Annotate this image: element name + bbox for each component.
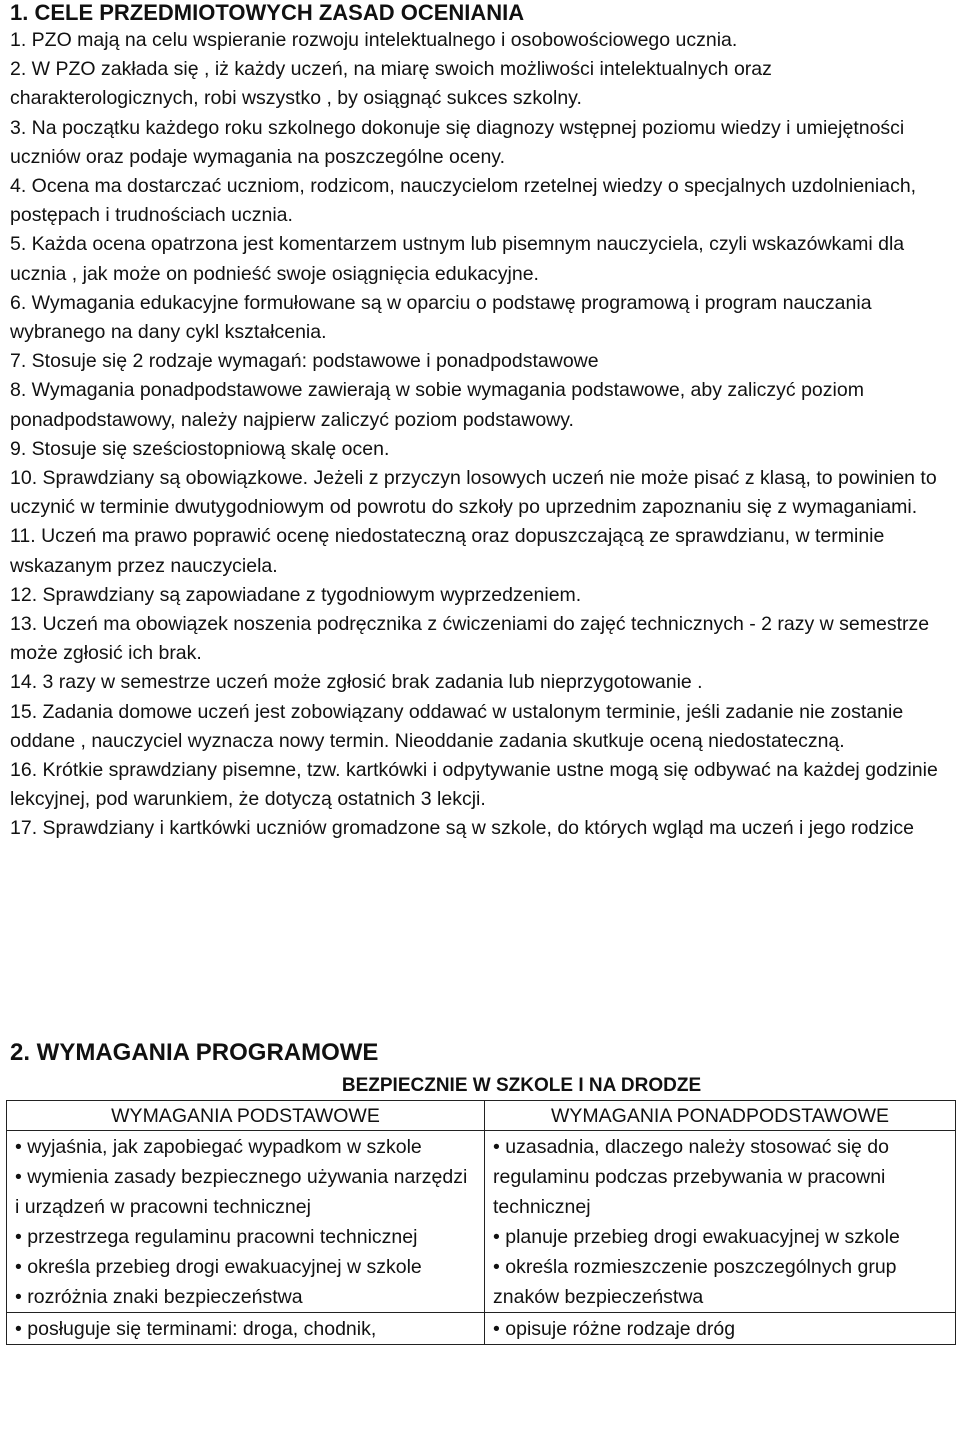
advanced-requirements-cell (485, 1131, 956, 1313)
rule-item: 12. Sprawdziany są zapowiadane z tygodniowym wyprzedzeniem. (10, 583, 582, 606)
requirement-item: • wyjaśnia, jak zapobiegać wypadkom w szkole (15, 1132, 476, 1162)
rule-item: 7. Stosuje się 2 rodzaje wymagań: podstawowe i ponadpodstawowe (10, 350, 599, 373)
rule-item: 4. Ocena ma dostarczać uczniom, rodzicom, nauczycielom rzetelnej wiedzy o specjalnych uzdolnieniach, postępach i trudnościach ucznia. (10, 175, 917, 227)
advanced-requirements-cell (485, 1313, 956, 1345)
table-row (7, 1313, 956, 1345)
rule-item: 13. Uczeń ma obowiązek noszenia podręcznika z ćwiczeniami do zajęć technicznych - 2 razy w semestrze może zgłosić ich brak. (10, 613, 930, 665)
requirement-item: • wymienia zasady bezpiecznego używania narzędzi i urządzeń w pracowni technicznej (15, 1162, 476, 1222)
rule-item: 14. 3 razy w semestrze uczeń może zgłosić brak zadania lub nieprzygotowanie . (10, 671, 703, 694)
table-row (7, 1131, 956, 1313)
rule-item: 1. PZO mają na celu wspieranie rozwoju intelektualnego i osobowościowego ucznia. (10, 29, 738, 51)
requirement-item: • rozróżnia znaki bezpieczeństwa (15, 1282, 476, 1312)
rule-item: 8. Wymagania ponadpodstawowe zawierają w sobie wymagania podstawowe, aby zaliczyć poziom ponadpodstawowy, należy najpierw zaliczyć poziom podstawowy. (10, 379, 864, 431)
rule-item: 3. Na początku każdego roku szkolnego dokonuje się diagnozy wstępnej poziomu wiedzy i umiejętności uczniów oraz podaje wymagania na poszczególne oceny. (10, 116, 905, 168)
grading-rules-list (10, 26, 945, 844)
rule-item: 2. W PZO zakłada się , iż każdy uczeń, na miarę swoich możliwości intelektualnych oraz charakterologicznych, robi wszystko , by osiągnąć sukces szkolny. (10, 58, 772, 110)
basic-requirements-cell (7, 1131, 485, 1313)
rule-item: 17. Sprawdziany i kartkówki uczniów gromadzone są w szkole, do których wgląd ma uczeń i jego rodzice (10, 817, 914, 840)
requirement-item: • określa przebieg drogi ewakuacyjnej w szkole (15, 1252, 476, 1282)
basic-requirements-cell (7, 1313, 485, 1345)
requirement-item: • uzasadnia, dlaczego należy stosować się do regulaminu podczas przebywania w pracowni technicznej (493, 1132, 947, 1222)
header-advanced-requirements: WYMAGANIA PONADPODSTAWOWE (485, 1101, 956, 1131)
section-title-program-requirements: 2. WYMAGANIA PROGRAMOWE (10, 1039, 379, 1066)
requirement-item: • posługuje się terminami: droga, chodnik, (15, 1314, 476, 1344)
requirement-item: • określa rozmieszczenie poszczególnych grup znaków bezpieczeństwa (493, 1252, 947, 1312)
rule-item: 15. Zadania domowe uczeń jest zobowiązany oddawać w ustalonym terminie, jeśli zadanie nie zostanie oddane , nauczyciel wyznacza nowy termin. Nieoddanie zadania skutkuje oceną niedostateczną. (10, 700, 904, 752)
header-basic-requirements: WYMAGANIA PODSTAWOWE (7, 1101, 485, 1131)
topic-title: BEZPIECZNIE W SZKOLE I NA DRODZE (341, 1075, 702, 1096)
section-title-grading-goals: 1. CELE PRZEDMIOTOWYCH ZASAD OCENIANIA (10, 0, 525, 25)
requirement-item: • przestrzega regulaminu pracowni technicznej (15, 1222, 476, 1252)
rule-item: 9. Stosuje się sześciostopniową skalę ocen. (10, 437, 390, 460)
requirements-table (6, 1100, 956, 1345)
rule-item: 10. Sprawdziany są obowiązkowe. Jeżeli z przyczyn losowych uczeń nie może pisać z klasą, to powinien to uczynić w terminie dwutygodniowym od powrotu do szkoły po uprzednim zapoznaniu się z wymaganiami. (10, 467, 937, 519)
rule-item: 16. Krótkie sprawdziany pisemne, tzw. kartkówki i odpytywanie ustne mogą się odbywać na każdej godzinie lekcyjnej, pod warunkiem, że dotyczą ostatnich 3 lekcji. (10, 759, 938, 811)
requirement-item: • opisuje różne rodzaje dróg (493, 1314, 947, 1344)
rule-item: 11. Uczeń ma prawo poprawić ocenę niedostateczną oraz dopuszczającą ze sprawdzianu, w terminie wskazanym przez nauczyciela. (10, 525, 885, 577)
rule-item: 6. Wymagania edukacyjne formułowane są w oparciu o podstawę programową i program nauczania wybranego na dany cykl kształcenia. (10, 291, 872, 344)
requirement-item: • planuje przebieg drogi ewakuacyjnej w szkole (493, 1222, 947, 1252)
rule-item: 5. Każda ocena opatrzona jest komentarzem ustnym lub pisemnym nauczyciela, czyli wskazówkami dla ucznia , jak może on podnieść swoje osiągnięcia edukacyjne. (10, 233, 905, 285)
table-header-row (7, 1101, 956, 1131)
